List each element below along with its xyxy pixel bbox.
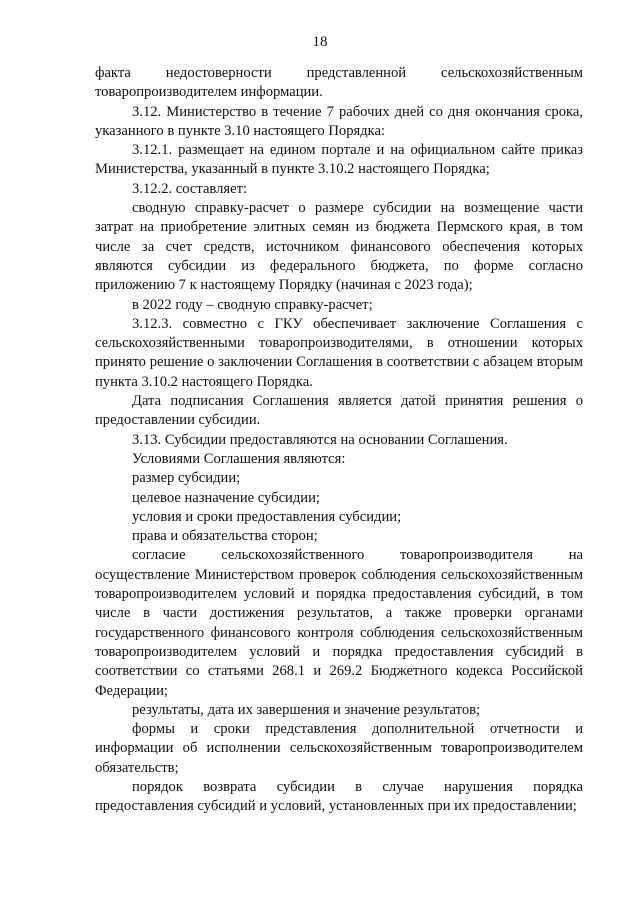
paragraph: Условиями Соглашения являются: [132,450,346,467]
page-number: 18 [312,34,328,50]
paragraph: 3.12.2. составляет: [132,180,248,197]
document-body [95,64,583,817]
list-item: условия и сроки предоставления субсидии; [132,508,402,525]
list-item: размер субсидии; [132,470,241,487]
paragraph: факта недостоверности представленной сельскохозяйственным товаропроизводителем информации. [95,65,583,101]
list-item: результаты, дата их завершения и значение результатов; [132,701,481,718]
paragraph: 3.13. Субсидии предоставляются на основании Соглашения. [132,431,508,448]
list-item: целевое назначение субсидии; [132,489,320,506]
paragraph: 3.12.3. совместно с ГКУ обеспечивает заключение Соглашения с сельскохозяйственными товаропроизводителями, в отношении которых принято решение о заключении Соглашения в соответствии с абзацем вторым пункта 3.10.2 настоящего Порядка. [95,315,583,390]
list-item: формы и сроки представления дополнительной отчетности и информации об исполнении сельскохозяйственным товаропроизводителем обязательств; [95,721,583,776]
list-item: согласие сельскохозяйственного товаропроизводителя на осуществление Министерством проверок соблюдения сельскохозяйственным товаропроизводителем условий и порядка предоставления субсидий, в том числе в части достижения результатов, а также проверки органами государственного финансового контроля соблюдения сельскохозяйственным товаропроизводителем условий и порядка предоставления субсидий в соответствии со статьями 268.1 и 269.2 Бюджетного кодекса Российской Федерации; [95,547,583,699]
paragraph: 3.12.1. размещает на едином портале и на официальном сайте приказ Министерства, указанный в пункте 3.10.2 настоящего Порядка; [95,142,583,178]
paragraph: 3.12. Министерство в течение 7 рабочих дней со дня окончания срока, указанного в пункте 3.10 настоящего Порядка: [95,103,583,139]
paragraph: сводную справку-расчет о размере субсидии на возмещение части затрат на приобретение элитных семян из бюджета Пермского края, в том числе за счет средств, источником финансового обеспечения которых являются субсидии из федерального бюджета, по форме согласно приложению 7 к настоящему Порядку (начиная с 2023 года); [95,200,583,294]
list-item: порядок возврата субсидии в случае нарушения порядка предоставления субсидий и условий, установленных при их предоставлении; [95,778,583,815]
list-item: права и обязательства сторон; [132,528,318,545]
paragraph: в 2022 году – сводную справку-расчет; [132,296,373,313]
paragraph: Дата подписания Соглашения является датой принятия решения о предоставлении субсидии. [95,393,583,429]
